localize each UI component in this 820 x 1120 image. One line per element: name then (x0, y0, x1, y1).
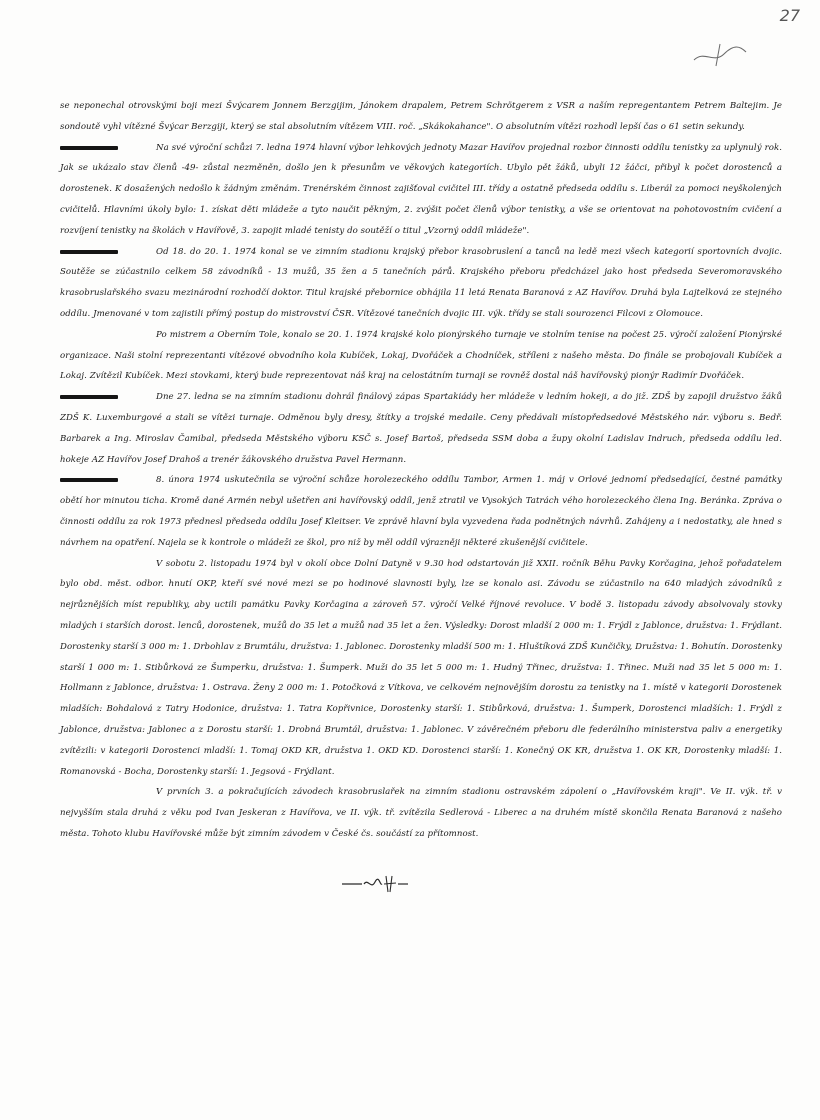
paragraph-text: V sobotu 2. listopadu 1974 byl v okolí obce Dolní Datyně v 9.30 hod odstartován již XXII. ročník Běhu Pavky Korčagina, jehož pořadatelem bylo obd. měst. odbor. hnutí OKP, kteří své nové mezi se po hodinové slavnosti byly, lze se konalo asi. Závodu se zúčastnilo na 640 mladých závodníků z nejrůznějších míst republiky, aby uctili památku Pavky Korčagina a zároveň 57. výročí Velké říjnové revoluce. V bodě 3. listopadu závody absolvovaly stovky mladých i starších dorost. lenců, dorostenek, mužů do 35 let a mužů nad 35 let a žen. Výsledky: Dorost mladší 2 000 m: 1. Frýdl z Jablonce, družstva: 1. Frýdlant. Dorostenky starší 3 000 m: 1. Drbohlav z Brumtálu, družstva: 1. Jablonec. Dorostenky mladší 500 m: 1. Hluštíková ZDŠ Kunčičky, Družstva: 1. Bohutín. Dorostenky starší 1 000 m: 1. Stibůrková ze Šumperku, družstva: 1. Šumperk. Muži do 35 let 5 000 m: 1. Hudný Třinec, družstva: 1. Třinec. Muži nad 35 let 5 000 m: 1. Hollmann z Jablonce, družstva: 1. Ostrava. Ženy 2 000 m: 1. Potočková z Vítkova, ve celkovém nejnovějším dorostu za tenistky na 1. místě v kategorii Dorostenek mladších: Bohdalová z Tatry Hodonice, družstva: 1. Tatra Kopřivnice, Dorostenky starší: 1. Stibůrková, družstva: 1. Šumperk, Dorostenci mladších: 1. Frýdl z Jablonce, družstva: Jablonec a z Dorostu starší: 1. Drobná Brumtál, družstva: 1. Jablonec. V závěrečném přeboru dle federálního ministerstva paliv a energetiky zvítězili: v kategorii Dorostenci mladší: 1. Tomaj OKD KR, družstva 1. OKD KD. Dorostenci starší: 1. Konečný OK KR, družstva 1. OK KR, Dorostenky mladší: 1. Romanovská - Bocha, Dorostenky starší: 1. Jegsová - Frýdlant. (60, 558, 782, 777)
paragraph-4 (60, 325, 782, 387)
paragraph-6 (60, 470, 782, 553)
page-number: 27 (779, 6, 800, 25)
paragraph-text: Po mistrem a Oberním Tole, konalo se 20. 1. 1974 krajské kolo pionýrského turnaje ve stolním tenise na počest 25. výročí založení Pionýrské organizace. Naši stolní reprezentanti vítězové obvodního kola Kubíček, Lokaj, Dvořáček a Chodníček, stříleni z našeho města. Do finále se probojovali Kubíček a Lokaj. Zvítězil Kubíček. Mezi stovkami, který bude reprezentovat náš kraj na celostátním turnaji se rovněž dostal náš havířovský pionýr Radimír Dvořáček. (60, 329, 782, 382)
paragraph-text: Dne 27. ledna se na zimním stadionu dohrál finálový zápas Spartakiády her mládeže v ledním hokeji, a do již. ZDŠ by zapojil družstvo žáků ZDŠ K. Luxemburgové a stali se vítězi turnaje. Odměnou byly dresy, štítky a trojské medaile. Ceny předávali místopředsedové Městského nár. výboru s. Bedř. Barbarek a Ing. Miroslav Čamibal, předseda Městského výboru KSČ s. Josef Bartoš, předseda SSM doba a župy okolní Ladislav Indruch, předseda oddílu led. hokeje AZ Havířov Josef Drahoš a trenér žákovského družstva Pavel Hermann. (60, 392, 782, 465)
paragraph-1 (60, 96, 782, 138)
paragraph-2 (60, 138, 782, 242)
paragraph-7 (60, 554, 782, 783)
paragraph-text: se neponechal otrovskými boji mezi Švýcarem Jonnem Berzgijim, Jánokem drapalem, Petrem Schrötgerem z VSR a naším repregentantem Petrem Baltejim. Je sondoutě vyhl vítězné Švýcar Berzgiji, který se stal absolutním vítězem VIII. roč. „Skákokahance". O absolutním vítězi rozhodl lepší čas o 61 setin sekundy. (60, 101, 782, 132)
paragraph-text: Na své výroční schůzi 7. ledna 1974 hlavní výbor lehkových jednoty Mazar Havířov projednal rozbor činnosti oddílu tenistky za uplynulý rok. Jak se ukázalo stav členů -49- zůstal nezměněn, došlo jen k přesunům ve věkových kategoriích. Ubylo pět žáků, ubyli 12 žáčci, přibyl k počet dorostenců a dorostenek. K dosažených nedošlo k žádným změnám. Trenérském činnost zajišťoval cvičitel III. třídy a ostatně předseda oddílu s. Liberál za pomoci neyškolených cvičitelů. Hlavními úkoly bylo: 1. získat děti mládeže a tyto naučit pěkným, 2. zvýšit počet členů výbor tenistky, a vše se orientovat na pohotovostním cvičení a rozvíjení tenistky na školách v Havířově, 3. zapojit mladé tenisty do soutěží o titul „Vzorný oddíl mládeže". (60, 142, 782, 236)
paragraph-text: 8. února 1974 uskutečnila se výroční schůze horolezeckého oddílu Tambor, Armen 1. máj v Orlové jednomí předsedající, čestné památky obětí hor minutou ticha. Kromě dané Armén nebyl ušetřen ani havířovský oddíl, jenž ztratil ve Vysokých Tatrách vého horolezeckého člena Ing. Beránka. Zpráva o činnosti oddílu za rok 1973 přednesl předseda oddílu Josef Kleitser. Ve zprávě hlavní byla vyzvedena řada podnětných návrhů. Zahájeny a i nedostatky, ale hned s návrhem na opatření. Najela se k kontrole o mládeži ze škol, pro niž by měl oddíl výrazněji některé zkušenější cvičitele. (60, 475, 782, 548)
paragraph-8 (60, 782, 782, 844)
paragraph-5 (60, 387, 782, 470)
paragraph-text: V prvních 3. a pokračujících závodech krasobruslařek na zimním stadionu ostravském zápolení o „Havířovském kraji". Ve II. výk. tř. v nejvyšším stala druhá z věku pod Ivan Jeskeran z Havířova, ve II. výk. tř. zvítězila Sedlerová - Liberec a na druhém místě skončila Renata Baranová z našeho města. Tohoto klubu Havířovské může být zimním závodem v České čs. součástí za přítomnost. (60, 787, 782, 839)
section-marker-bar (60, 146, 118, 150)
paragraph-3 (60, 242, 782, 325)
document-body (60, 96, 782, 845)
paragraph-text: Od 18. do 20. 1. 1974 konal se ve zimním stadionu krajský přebor krasobruslení a tanců na ledě mezi všech kategorií sportovních dvojic. Soutěže se zúčastnilo celkem 58 závodníků - 13 mužů, 35 žen a 5 tanečních párů. Krajského přeboru předcházel jako host předseda Severomoravského krasobruslařského svazu mezinárodní rozhodčí doktor. Titul krajské přebornice obhájila 11 letá Renata Baranová z AZ Havířov. Druhá byla Lajtelková ze stejného oddílu. Jmenované v tom zajistili přímý postup do mistrovství ČSR. Vítězové tanečních dvojic III. výk. třídy se stali sourozenci Filcovi z Olomouce. (60, 246, 782, 319)
closing-signature-mark (340, 872, 410, 894)
section-marker-bar (60, 395, 118, 399)
section-marker-bar (60, 250, 118, 254)
margin-scribble-mark (690, 40, 750, 68)
section-marker-bar (60, 478, 118, 482)
